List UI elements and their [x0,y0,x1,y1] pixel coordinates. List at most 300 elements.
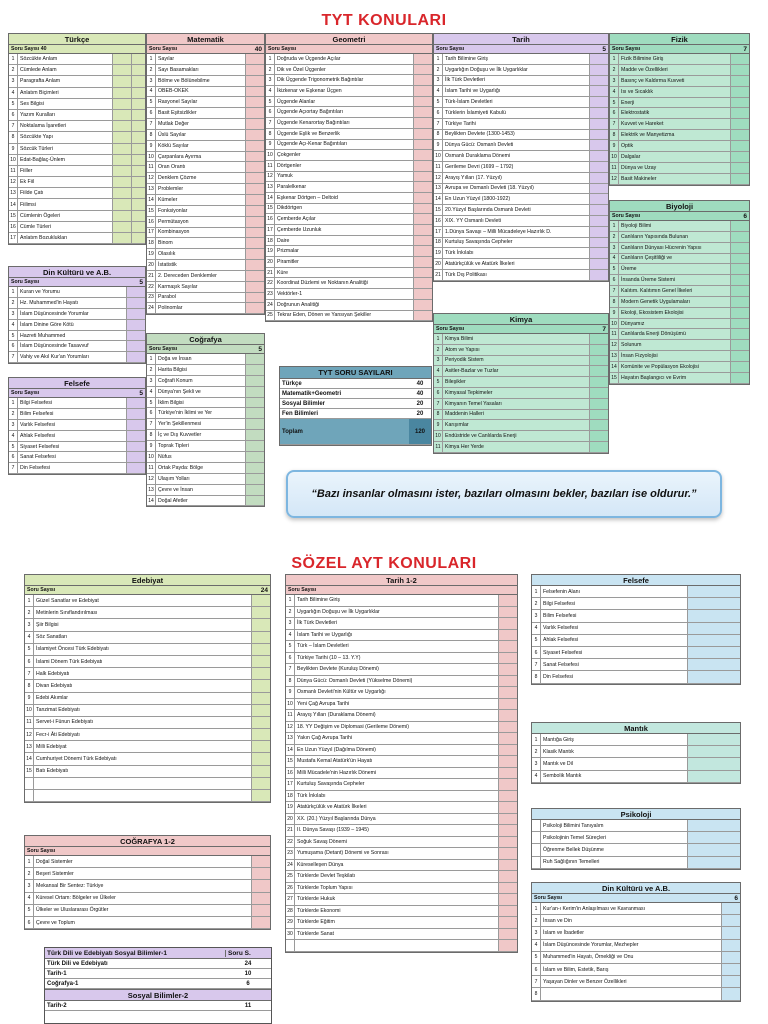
geometri-topic-index: 19 [266,246,275,256]
kimya-topic-row [434,420,608,431]
geometri-topic-index: 5 [266,97,275,107]
edebiyat-header [25,575,270,586]
tarih2-topic-index: 5 [286,641,295,652]
kimya-topic-row [434,356,608,367]
kimya-table [433,313,609,454]
felsefe2-topic-name: Din Felsefesi [541,671,688,682]
tarih-topic-row [434,227,608,238]
tarih-topic-name: Arayış Yılları (17. Yüzyıl) [443,173,590,183]
biyoloji-topic-index: 14 [610,362,619,372]
felsefe-topic-index: 6 [9,452,18,462]
edebiyat-topic-row [25,644,270,656]
matematik-topic-row [147,206,264,217]
tarih2-topic-name: Osmanlı Devleti'nin Kültür ve Uygarlığı [295,687,499,698]
biyoloji-topic-index: 5 [610,264,619,274]
psikoloji-topic-row [532,857,740,869]
kimya-topic-index: 3 [434,356,443,366]
tyt-count-row [280,419,431,445]
tarih2-topic-index: 6 [286,653,295,664]
felsefe-topic-index: 1 [9,398,18,408]
tarih2-topic-name: Türklerde Eğitim [295,917,499,928]
tyt-question-counts-title: TYT SORU SAYILARI [280,367,431,379]
din-topic-name: Hazreti Muhammed [18,331,127,341]
felsefe-topic-index: 4 [9,431,18,441]
kimya-topic-name: Bileşikler [443,377,590,387]
tarih2-topic-index: 29 [286,917,295,928]
kimya-topic-row [434,442,608,453]
mantik-topic-name: Mantık ve Dil [541,758,688,769]
kimya-topic-index: 7 [434,399,443,409]
din-topic-name: Kuran ve Yorumu [18,287,127,297]
geometri-topic-index: 7 [266,118,275,128]
tarih2-topic-index: 28 [286,906,295,917]
tarih-topic-index: 19 [434,248,443,258]
kimya-topic-name: Karışımlar [443,420,590,430]
matematik-question-count: 40 [254,45,262,53]
geometri-topic-index: 4 [266,86,275,96]
tarih2-topic-index: 20 [286,814,295,825]
matematik-topic-index: 19 [147,249,156,259]
geometri-topic-name: Küre [275,268,414,278]
fizik-topic-name: Elektrostatik [619,108,731,118]
geometri-topic-name: Eşkenar Dörtgen – Deltoid [275,193,414,203]
matematik-topic-name: İstatistik [156,260,246,270]
geometri-topic-index: 13 [266,182,275,192]
cografya-topic-name: Çevre ve İnsan [156,485,246,495]
tarih-table [433,33,609,282]
tarih2-topic-index [286,940,295,951]
felsefe2-topic-row [532,659,740,671]
tarih2-topic-name: Türklerde Ekonomi [295,906,499,917]
din2-topic-index: 7 [532,976,541,987]
din-topic-index: 4 [9,320,18,330]
cografya-topic-name: Türkiye'nin İklimi ve Yer [156,408,246,418]
tarih-topic-name: Beylikten Devlete (1300-1453) [443,130,590,140]
tarih2-topic-name [295,940,499,951]
kimya-topic-name: Kimya Her Yerde [443,442,590,452]
turkce-topic-index: 1 [9,54,18,64]
biyoloji-topic-name: İnsanda Üreme Sistemi [619,275,731,285]
matematik-topic-row [147,184,264,195]
tarih-topic-row [434,65,608,76]
sosyal-1-value: 24 [244,960,252,967]
tarih-topic-name: Türk Dış Politikası [443,270,590,280]
felsefe-topic-name: Ahlak Felsefesi [18,431,127,441]
fizik-topic-index: 5 [610,98,619,108]
fizik-topic-name: Elektrik ve Manyetizma [619,130,731,140]
felsefe2-topic-name: Sanat Felsefesi [541,659,688,670]
mantik-table [531,722,741,784]
biyoloji-topic-name: Canlıların Yapısında Bulunan [619,232,731,242]
turkce-topic-row [9,65,145,76]
kimya-topic-index: 4 [434,366,443,376]
din-topic-row [9,320,145,331]
edebiyat-topic-row [25,632,270,644]
geometri-topic-index: 3 [266,75,275,85]
cografya-question-count: 5 [258,345,262,353]
mantik-topic-row [532,771,740,783]
din-topic-row [9,352,145,363]
cografya2-topic-name: Mekansal Bir Sentez: Türkiye [34,880,252,891]
tarih-topic-index: 13 [434,184,443,194]
kimya-title: Kimya [509,314,533,324]
cografya-topic-name: Doğa ve İnsan [156,354,246,364]
matematik-topic-index: 9 [147,141,156,151]
sosyal-1-row [45,959,271,969]
kimya-topic-row [434,410,608,421]
tarih2-topic-row [286,699,517,711]
edebiyat-topic-row [25,705,270,717]
biyoloji-question-count-label: Soru Sayısı [612,213,641,219]
turkce-topic-index: 15 [9,211,18,221]
geometri-topic-name: Çemberde Açılar [275,214,414,224]
tarih2-topic-name: Yumuşama (Detant) Dönemi ve Sonrası [295,848,499,859]
fizik-topic-row [610,163,749,174]
edebiyat-topic-index: 7 [25,668,34,679]
geometri-topic-row [266,140,432,151]
mantik-topic-index: 2 [532,746,541,757]
tarih2-topic-name: II. Dünya Savaşı (1939 – 1945) [295,825,499,836]
geometri-topic-row [266,172,432,183]
turkce-topic-name: Noktalama İşaretleri [18,121,113,131]
kimya-topic-row [434,388,608,399]
turkce-topic-row [9,132,145,143]
mantik-title: Mantık [624,723,648,733]
turkce-topic-row [9,88,145,99]
tarih-topic-row [434,119,608,130]
tarih-topic-name: Uygarlığın Doğuşu ve İlk Uygarlıklar [443,65,590,75]
cografya-topic-index: 7 [147,419,156,429]
tarih-topic-index: 7 [434,119,443,129]
turkce-topic-name: Ek Fiil [18,177,113,187]
edebiyat-topic-name: Fecr-i Âti Edebiyatı [34,729,252,740]
tarih2-topic-row [286,630,517,642]
turkce-topic-name: Edat-Bağlaç-Ünlem [18,155,113,165]
cografya-topic-name: Toprak Tipleri [156,441,246,451]
edebiyat-topic-row [25,766,270,778]
tyt-count-row [280,379,431,389]
sosyal-1-title: Türk Dili ve Edebiyatı Sosyal Bilimler-1 [47,949,167,957]
tarih-question-count-row [434,45,608,54]
biyoloji-topic-name: Modern Genetik Uygulamaları [619,297,731,307]
mantik-topic-row [532,746,740,758]
tarih2-topic-index: 9 [286,687,295,698]
edebiyat-topic-index: 15 [25,766,34,777]
sosyal-2-label: Tarih-2 [47,1002,67,1009]
cografya-topic-index: 4 [147,387,156,397]
tarih2-topic-row [286,860,517,872]
geometri-topic-row [266,107,432,118]
tarih2-topic-name: Milli Mücadele'nin Hazırlık Dönemi [295,768,499,779]
tarih2-topic-name: Yakın Çağ Avrupa Tarihi [295,733,499,744]
matematik-topic-index: 21 [147,271,156,281]
tarih2-topic-name: XX. (20.) Yüzyıl Başlarında Dünya [295,814,499,825]
din2-table [531,882,741,1002]
psikoloji-topic-index [532,844,541,855]
felsefe2-topic-index: 8 [532,671,541,682]
tarih-topic-row [434,270,608,281]
tarih2-topic-index: 15 [286,756,295,767]
turkce-topic-name: Anlatım Biçimleri [18,88,113,98]
felsefe-question-count-row [9,389,145,398]
edebiyat-topic-row [25,778,270,790]
cografya-topic-name: Doğal Afetler [156,496,246,506]
tyt-question-counts-table [279,366,432,446]
din-topic-index: 3 [9,309,18,319]
geometri-topic-row [266,150,432,161]
din-title: Din Kültürü ve A.B. [42,267,112,277]
cografya2-topic-name: Küresel Ortam: Bölgeler ve Ülkeler [34,893,252,904]
edebiyat-topic-name: Tanzimat Edebiyatı [34,705,252,716]
cografya2-topic-name: Beşeri Sistemler [34,868,252,879]
turkce-topic-row [9,144,145,155]
turkce-topic-row [9,166,145,177]
tyt-count-label: Sosyal Bilimler [282,400,326,407]
geometri-topic-row [266,129,432,140]
felsefe2-topic-index: 7 [532,659,541,670]
psikoloji-topic-name: Psikolojinin Temel Süreçleri [541,832,688,843]
matematik-topic-index: 12 [147,173,156,183]
turkce-topic-index: 14 [9,199,18,209]
sosyal-1-value: 10 [244,970,252,977]
edebiyat-topic-name: Divan Edebiyatı [34,680,252,691]
geometri-topic-name: Doğrunun Analitiği [275,300,414,310]
fizik-topic-index: 3 [610,76,619,86]
cografya2-topic-row [25,905,270,917]
matematik-topic-name: Denklem Çözme [156,173,246,183]
turkce-topic-name: Anlatım Bozuklukları [18,233,113,243]
fizik-topic-index: 2 [610,65,619,75]
din-topic-row [9,298,145,309]
din2-question-count: 6 [734,894,738,902]
matematik-topic-name: Problemler [156,184,246,194]
geometri-question-count-row [266,45,432,54]
mantik-topic-name: Mantığa Giriş [541,734,688,745]
tarih2-topic-row [286,768,517,780]
turkce-topic-row [9,211,145,222]
tarih-topic-index: 5 [434,97,443,107]
tarih2-topic-row [286,756,517,768]
tarih2-topic-index: 14 [286,745,295,756]
felsefe2-topic-row [532,671,740,683]
kimya-topic-row [434,399,608,410]
mantik-topic-name: Sembolik Mantık [541,771,688,782]
matematik-topic-index: 18 [147,238,156,248]
din-topic-row [9,331,145,342]
felsefe2-topic-row [532,623,740,635]
fizik-table [609,33,750,186]
edebiyat-title: Edebiyat [131,575,164,585]
matematik-topic-name: Kombinasyon [156,228,246,238]
matematik-topic-name: Olasılık [156,249,246,259]
geometri-topic-name: Dik Üçgende Trigonometrik Bağıntılar [275,75,414,85]
psikoloji-title: Psikoloji [620,809,652,819]
tarih-topic-name: İslam Tarihi ve Uygarlığı [443,86,590,96]
cografya2-topic-row [25,917,270,929]
kimya-header [434,314,608,325]
psikoloji-topic-name: Öğrenme Bellek Düşünme [541,844,688,855]
tarih2-topic-index: 10 [286,699,295,710]
cografya-topic-row [147,419,264,430]
cografya-topic-row [147,365,264,376]
edebiyat-topic-row [25,680,270,692]
din2-topic-name: İslam Düşüncesinde Yorumlar, Mezhepler [541,940,722,951]
din-topic-row [9,309,145,320]
matematik-topic-index: 15 [147,206,156,216]
tarih2-topic-index: 17 [286,779,295,790]
kimya-topic-index: 1 [434,334,443,344]
fizik-topic-row [610,76,749,87]
psikoloji-topic-row [532,844,740,856]
biyoloji-topic-row [610,329,749,340]
edebiyat-topic-index: 14 [25,753,34,764]
din2-topic-row [532,915,740,927]
edebiyat-topic-index: 4 [25,632,34,643]
mantik-topic-index: 4 [532,771,541,782]
tarih2-topic-index: 25 [286,871,295,882]
tarih-topic-row [434,54,608,65]
biyoloji-topic-name: Dünyamız [619,319,731,329]
turkce-topic-row [9,177,145,188]
fizik-topic-row [610,174,749,185]
turkce-topic-name: Sözcükte Anlam [18,54,113,64]
felsefe-topic-name: Varlık Felsefesi [18,420,127,430]
matematik-topic-name: Çarpanlara Ayırma [156,152,246,162]
fizik-topic-name: Isı ve Sıcaklık [619,87,731,97]
geometri-header [266,34,432,45]
cografya-topic-row [147,441,264,452]
tarih-topic-row [434,108,608,119]
edebiyat-topic-row [25,693,270,705]
geometri-topic-index: 21 [266,268,275,278]
biyoloji-topic-name: Canlılarda Enerji Dönüşümü [619,329,731,339]
din2-topic-row [532,903,740,915]
geometri-topic-row [266,225,432,236]
cografya-topic-row [147,485,264,496]
tyt-count-row [280,409,431,419]
geometri-topic-index: 14 [266,193,275,203]
cografya2-header [25,836,270,847]
fizik-topic-row [610,87,749,98]
sosyal-1-label: Türk Dili ve Edebiyatı [47,960,108,967]
tarih2-topic-name: Uygarlığın Doğuşu ve İlk Uygarlıklar [295,607,499,618]
edebiyat-topic-index: 12 [25,729,34,740]
cografya-topic-row [147,452,264,463]
matematik-topic-row [147,162,264,173]
turkce-topic-name: Fiilimsi [18,199,113,209]
fizik-topic-name: Dünya ve Uzay [619,163,731,173]
biyoloji-topic-index: 8 [610,297,619,307]
din-topic-name: İslam Düşüncesinde Yorumlar [18,309,127,319]
tarih-topic-row [434,194,608,205]
tarih-topic-index: 1 [434,54,443,64]
tarih-topic-row [434,151,608,162]
cografya-topic-row [147,463,264,474]
geometri-topic-row [266,214,432,225]
geometri-topic-row [266,246,432,257]
matematik-topic-name: 2. Dereceden Denklemler [156,271,246,281]
tarih-topic-name: Atatürkçülük ve Atatürk İlkeleri [443,259,590,269]
din-topic-name: Vahiy ve Akıl Kur'an Yorumları [18,352,127,362]
biyoloji-topic-row [610,362,749,373]
biyoloji-topic-row [610,297,749,308]
felsefe-topic-name: Bilim Felsefesi [18,409,127,419]
mantik-topic-row [532,758,740,770]
tarih2-topic-name: İslam Tarihi ve Uygarlığı [295,630,499,641]
edebiyat-topic-row [25,607,270,619]
edebiyat-topic-name [34,790,252,801]
cografya-topic-row [147,496,264,507]
felsefe2-topic-index: 1 [532,586,541,597]
turkce-topic-index: 10 [9,155,18,165]
turkce-topic-index: 9 [9,144,18,154]
edebiyat-topic-row [25,753,270,765]
matematik-topic-name: Üslü Sayılar [156,130,246,140]
cografya2-topic-row [25,893,270,905]
edebiyat-topic-row [25,656,270,668]
tarih2-table [285,574,518,953]
cografya2-question-count-row [25,847,270,856]
quote-text: “Bazı insanlar olmasını ister, bazıları olmasını bekler, bazıları ise oldurur.” [311,488,697,500]
matematik-topic-name: Karmaşık Sayılar [156,282,246,292]
cografya2-topic-row [25,880,270,892]
din-question-count: 5 [139,278,143,286]
matematik-topic-row [147,108,264,119]
tarih2-topic-index: 21 [286,825,295,836]
din-topic-index: 7 [9,352,18,362]
tarih-title: Tarih [512,34,530,44]
turkce-topic-index: 17 [9,233,18,243]
matematik-topic-index: 6 [147,108,156,118]
din2-topic-name: Yaşayan Dinler ve Benzer Özellikleri [541,976,722,987]
tarih2-topic-row [286,722,517,734]
din2-title: Din Kültürü ve A.B. [601,883,671,893]
biyoloji-topic-name: Üreme [619,264,731,274]
geometri-topic-row [266,86,432,97]
tarih2-topic-row [286,733,517,745]
turkce-topic-row [9,121,145,132]
tarih2-topic-name: Türk – İslam Devletleri [295,641,499,652]
edebiyat-question-count-label: Soru Sayısı [27,587,56,593]
biyoloji-topic-name: Solunum [619,340,731,350]
matematik-topic-name: Parabol [156,293,246,303]
turkce-topic-index: 4 [9,88,18,98]
edebiyat-topic-name: Metinlerin Sınıflandırılması [34,607,252,618]
kimya-question-count-row [434,325,608,334]
edebiyat-topic-index: 8 [25,680,34,691]
tarih2-topic-index: 23 [286,848,295,859]
fizik-topic-row [610,119,749,130]
geometri-topic-index: 17 [266,225,275,235]
geometri-topic-index: 8 [266,129,275,139]
sosyal-bilimler-1-table [44,947,272,1024]
tyt-count-value: 120 [409,419,431,444]
tarih-topic-index: 12 [434,173,443,183]
edebiyat-question-count-row [25,586,270,595]
cografya2-question-count-label: Soru Sayısı [27,848,56,854]
cografya2-topic-row [25,868,270,880]
felsefe-topic-row [9,431,145,442]
fizik-topic-name: Fizik Bilimine Giriş [619,54,731,64]
tarih2-topic-name: İlk Türk Devletleri [295,618,499,629]
felsefe2-topic-index: 3 [532,610,541,621]
matematik-topic-row [147,293,264,304]
biyoloji-topic-row [610,373,749,384]
edebiyat-topic-index: 10 [25,705,34,716]
tarih2-topic-row [286,825,517,837]
din-topic-index: 1 [9,287,18,297]
tyt-count-value: 20 [416,400,424,407]
